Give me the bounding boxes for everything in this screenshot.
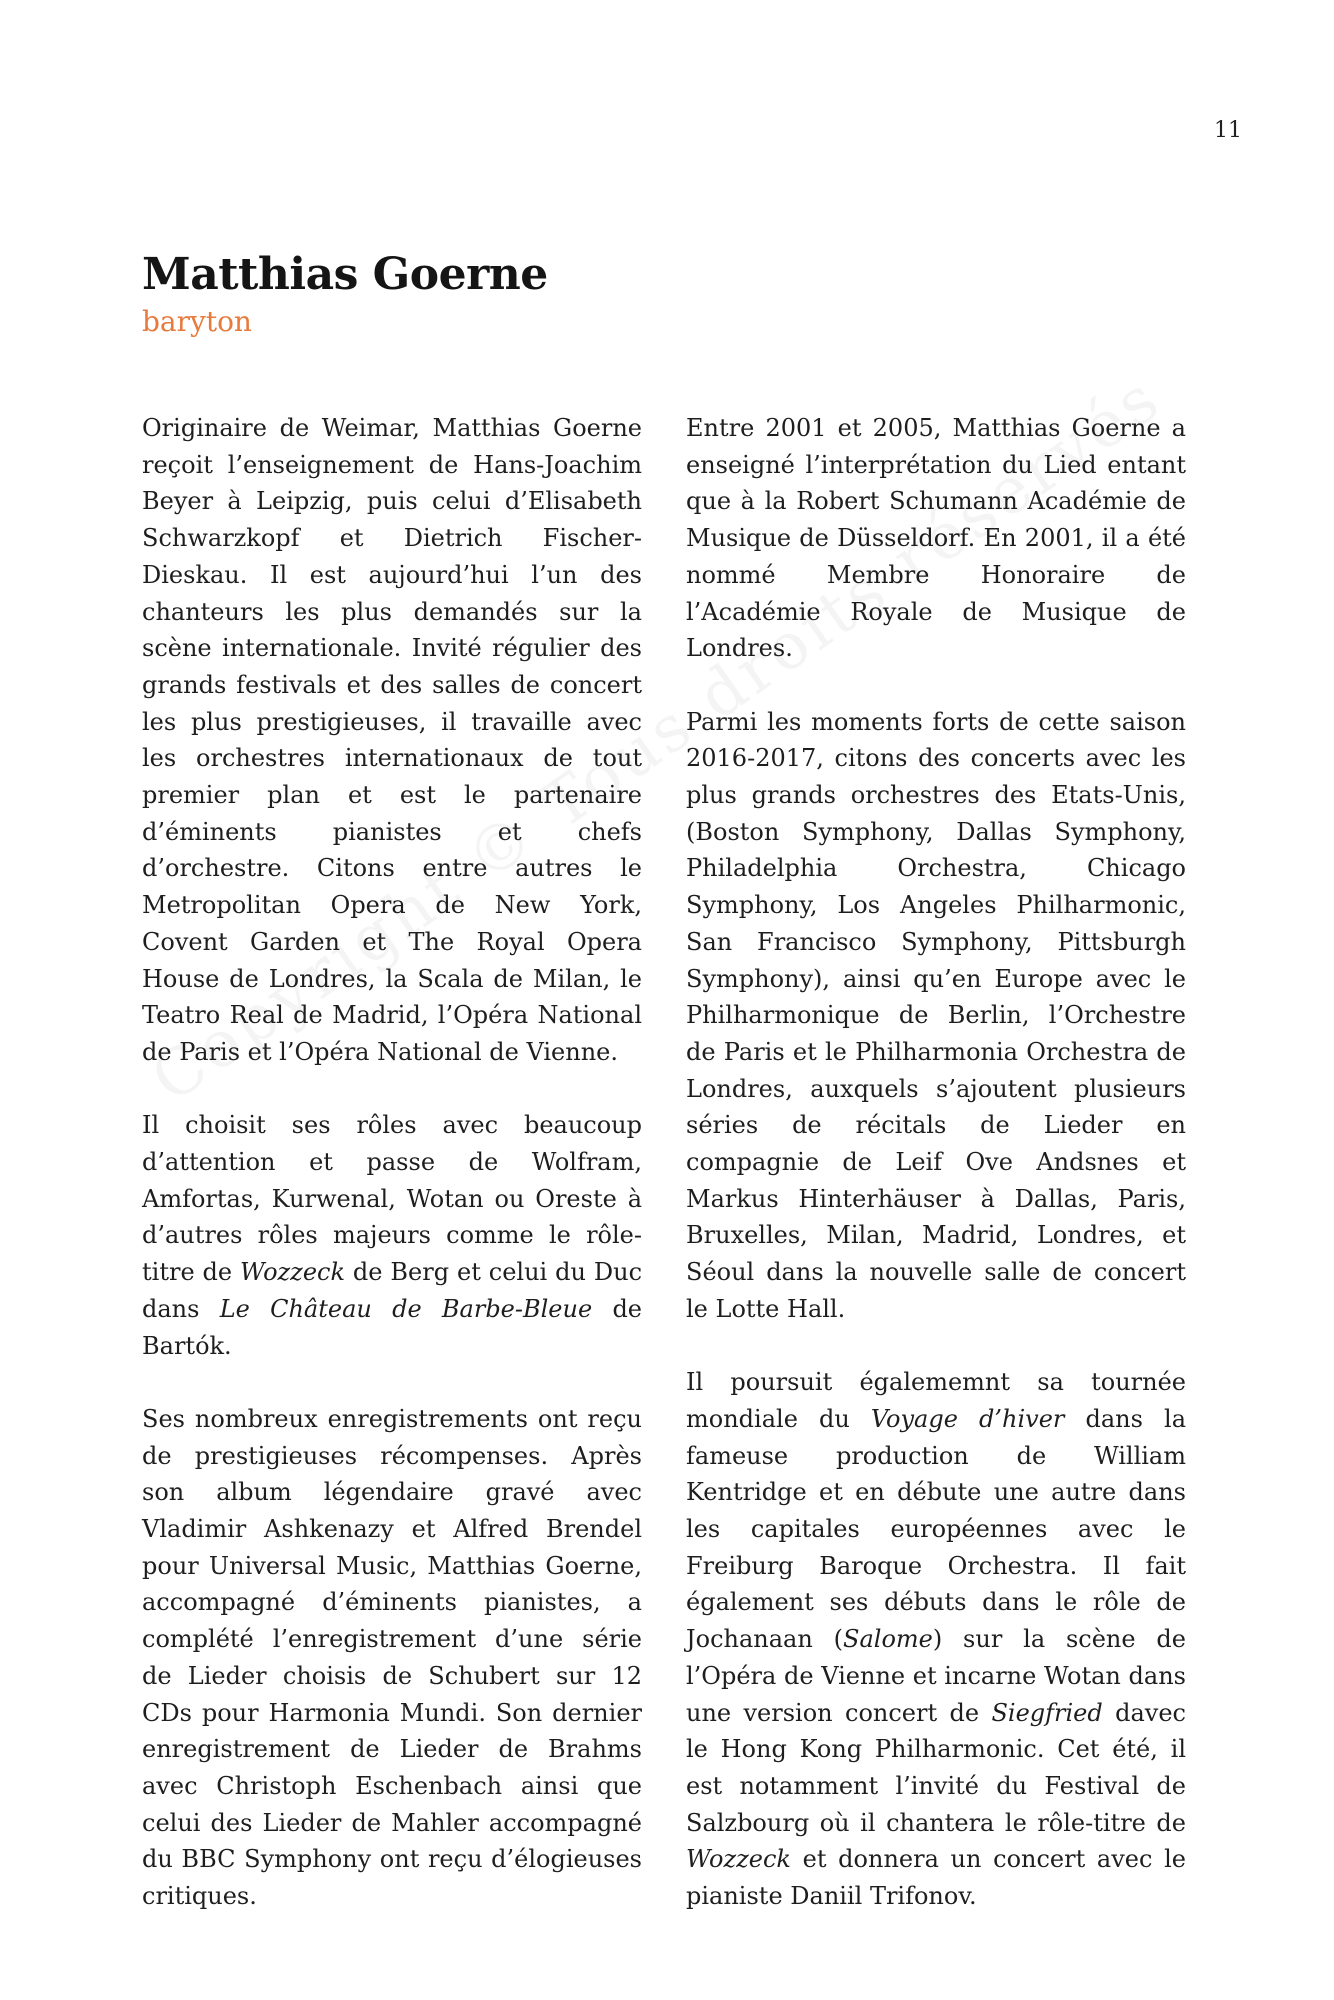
page-number: 11 xyxy=(1214,118,1242,143)
opera-title: Wozzeck xyxy=(240,1258,346,1287)
bio-paragraph-4: Entre 2001 et 2005, Matthias Goerne a enseigné l’interprétation du Lied entant que à la Robert Schumann Académie de Musique de Düsseldorf. En 2001, il a été nommé Membre Honoraire de l’Académie Royale de Musique de Londres. xyxy=(686,414,1186,663)
bio-paragraph-6 xyxy=(686,1364,1186,1915)
article-header xyxy=(142,250,548,338)
work-title: Voyage d’hiver xyxy=(870,1404,1065,1433)
bio-paragraph-3: Ses nombreux enregistrements ont reçu de prestigieuses récompenses. Après son album légendaire gravé avec Vladimir Ashkenazy et Alfred Brendel pour Universal Music, Matthias Goerne, accompagné d’éminents pianistes, a complété l’enregistrement d’une série de Lieder choisis de Schubert sur 12 CDs pour Harmonia Mundi. Son dernier enregistrement de Lieder de Brahms avec Christoph Eschenbach ainsi que celui des Lieder de Mahler accompagné du BBC Symphony ont reçu d’élogieuses critiques. xyxy=(142,1404,642,1911)
right-column xyxy=(686,410,1186,1915)
opera-title: Siegfried xyxy=(991,1698,1103,1727)
bio-paragraph-5: Parmi les moments forts de cette saison 2016-2017, citons des concerts avec les plus grands orchestres des Etats-Unis, (Boston Symphony, Dallas Symphony, Philadelphia Orchestra, Chicago Symphony, Los Angeles Philharmonic, San Francisco Symphony, Pittsburgh Symphony), ainsi qu’en Europe avec le Philharmonique de Berlin, l’Orchestre de Paris et le Philharmonia Orchestra de Londres, auxquels s’ajoutent plusieurs séries de récitals de Lieder en compagnie de Leif Ove Andsnes et Markus Hinterhäuser à Dallas, Paris, Bruxelles, Milan, Madrid, Londres, et Séoul dans la nouvelle salle de concert le Lotte Hall. xyxy=(686,707,1186,1323)
bio-paragraph-1: Originaire de Weimar, Matthias Goerne reçoit l’enseignement de Hans-Joachim Beyer à Leipzig, puis celui d’Elisabeth Schwarzkopf et Dietrich Fischer-Dieskau. Il est aujourd’hui l’un des chanteurs les plus demandés sur la scène internationale. Invité régulier des grands festivals et des salles de concert les plus prestigieuses, il travaille avec les orchestres internationaux de tout premier plan et est le partenaire d’éminents pianistes et chefs d’orchestre. Citons entre autres le Metropolitan Opera de New York, Covent Garden et The Royal Opera House de Londres, la Scala de Milan, le Teatro Real de Madrid, l’Opéra National de Paris et l’Opéra National de Vienne. xyxy=(142,414,642,1066)
bio-paragraph-2 xyxy=(142,1107,642,1364)
text-run: dans la fameuse production de William Kentridge et en débute une autre dans les capitales européennes avec le Freiburg Baroque Orchestra. Il fait également ses débuts dans le rôle de Jochanaan ( xyxy=(686,1404,1186,1654)
artist-role: baryton xyxy=(142,304,252,338)
text-run: de Berg et celui du Duc dans xyxy=(142,1258,643,1323)
opera-title: Wozzeck xyxy=(686,1845,791,1874)
text-run: et donnera un concert avec le pianiste Daniil Trifonov. xyxy=(686,1845,1186,1911)
left-column xyxy=(142,410,642,1915)
text-run: Il choisit ses rôles avec beaucoup d’attention et passe de Wolfram, Amfortas, Kurwenal, Wotan ou Oreste à d’autres rôles majeurs comme le rôle-titre de xyxy=(142,1111,642,1287)
artist-name: Matthias Goerne xyxy=(142,249,548,300)
text-run: Il poursuit égalememnt sa tournée mondiale du xyxy=(686,1368,1186,1433)
text-run: davec le Hong Kong Philharmonic. Cet été, il est notamment l’invité du Festival de Salzbourg où il chantera le rôle-titre de xyxy=(686,1698,1186,1837)
text-run: ) sur la scène de l’Opéra de Vienne et incarne Wotan dans une version concert de xyxy=(686,1625,1186,1727)
text-run: de Bartók. xyxy=(142,1294,643,1360)
opera-title: Salome xyxy=(843,1625,933,1654)
opera-title: Le Château de Barbe-Bleue xyxy=(219,1294,593,1323)
